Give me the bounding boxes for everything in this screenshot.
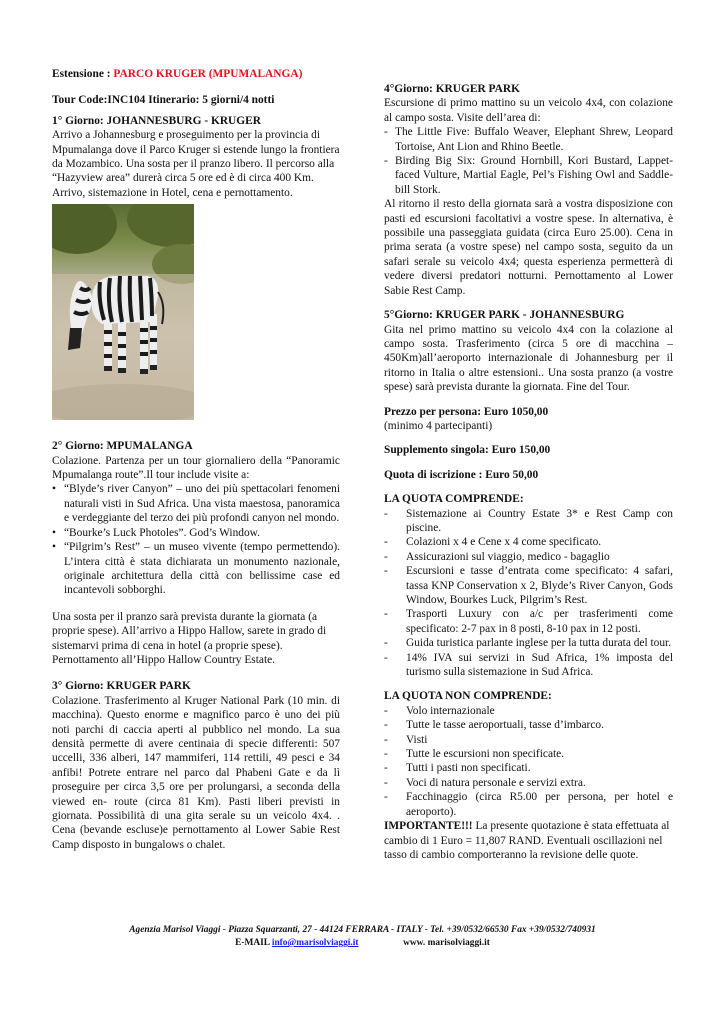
list-item: - Voci di natura personale e servizi extra. (384, 776, 673, 790)
list-item: - Tutte le escursioni non specificate. (384, 747, 673, 761)
day3-title: 3° Giorno: KRUGER PARK (52, 680, 191, 693)
extension-label: Estensione : (52, 68, 111, 80)
day4-closing: Al ritorno il resto della giornata sarà a vostra disposizione con pasti ed escursioni facoltativi a vostre spese. In alternativa, è possibile una passeggiata guidata (circa Euro 25.00). Cena in prima serata (a vostre spese) nel campo sosta, seguito da un safari serale su veicolo 4x4; questa esperienza permetterà di vedere diversi predatori notturni. Pernottamento al Lower Sabie Rest Camp. (384, 198, 673, 297)
email-link[interactable]: info@marisolviaggi.it (271, 938, 359, 948)
day4-list (384, 125, 673, 197)
day4-title: 4°Giorno: KRUGER PARK (384, 83, 520, 95)
list-item: - Guida turistica parlante inglese per la tutta durata del tour. (384, 636, 673, 650)
list-item: • “Blyde’s river Canyon” – uno dei più spettacolari fenomeni naturali visti in Sud Africa. Una vista maestosa, panoramica e verdeggiante del terzo dei più profondi canyon nel mondo. (52, 482, 340, 525)
list-item: - Volo internazionale (384, 704, 673, 718)
registration-fee: Quota di iscrizione : Euro 50,00 (384, 468, 539, 481)
list-item: - Birding Big Six: Ground Hornbill, Kori Bustard, Lappet-faced Vulture, Martial Eagle, Pel’s Fishing Owl and Saddle-bill Stork. (384, 154, 673, 197)
footer-address: Agenzia Marisol Viaggi - Piazza Squarzanti, 27 - 44124 FERRARA - ITALY - Tel. +39/0532/66530 Fax +39/0532/740931 (129, 925, 596, 935)
excludes-title: LA QUOTA NON COMPRENDE: (384, 690, 552, 703)
list-item: - Trasporti Luxury con a/c per trasferimenti come specificato: 2-7 pax in 8 posti, 8-10 pax in 12 posti. (384, 607, 673, 636)
price-per-person: Prezzo per persona: Euro 1050,00 (384, 405, 549, 418)
day5-title: 5°Giorno: KRUGER PARK - JOHANNESBURG (384, 309, 625, 322)
list-item: - The Little Five: Buffalo Weaver, Elephant Shrew, Leopard Tortoise, Ant Lion and Rhino Beetle. (384, 125, 673, 154)
list-item: - Visti (384, 733, 673, 747)
day1-title: 1° Giorno: JOHANNESBURG - KRUGER (52, 114, 261, 127)
single-supplement: Supplemento singola: Euro 150,00 (384, 444, 551, 457)
right-column (384, 82, 673, 862)
day2-visit-list (52, 482, 340, 597)
important-text: La presente quotazione è stata effettuata al cambio di 1 Euro = 11,807 RAND. Eventuali oscillazioni nel tasso di cambio comporteranno la revisione delle quote. (384, 820, 670, 861)
list-item: • “Bourke’s Luck Photoles”. God’s Window. (52, 526, 340, 540)
list-item: - Colazioni x 4 e Cene x 4 come specificato. (384, 535, 673, 549)
day1-text: Arrivo a Johannesburg e proseguimento per la provincia di Mpumalanga dove il Parco Kruger si estende lungo la frontiera da Mozambico. Una sosta per il pranzo libero. Il percorso alla “Hazyview area” durerà circa 5 ore ed è di circa 400 Km. Arrivo, sistemazione in Hotel, cena e pernottamento. (52, 129, 340, 199)
list-item: - Assicurazioni sul viaggio, medico - bagaglio (384, 550, 673, 564)
tour-code: Tour Code:INC104 Itinerario: 5 giorni/4 notti (52, 94, 275, 107)
excludes-list (384, 704, 673, 819)
day2-intro: Colazione. Partenza per un tour giornaliero della “Panoramic Mpumalanga route”.Il tour include visite a: (52, 454, 340, 482)
day3-text: Colazione. Trasferimento al Kruger National Park (10 min. di macchina). Questo enorme e magnifico parco è uno dei più noti parchi di caccia aperti al pubblico nel mondo. La sua densità permette di avere centinaia di specie differenti: 507 uccelli, 336 alberi, 147 mammiferi, 114 rettili, 49 pesci e 34 anfibi! Potrete entrare nel parco dal Phabeni Gate e da lì proseguire per circa 3,5 ore per prolungarsi, a seconda della viewed en- route (circa 81 Km). Pasti liberi previsti in giornata. Possibilità di una gita serale su un veicolo 4x4. . Cena (bevande escluse)e pernottamento al Lower Sabie Rest Camp disposto in bungalows o chalet. (52, 694, 340, 851)
list-item: - Escursioni e tasse d’entrata come specificato: 4 safari, tassa KNP Conservation x 2, Blyde’s River Canyon, Gods Window, Bourkes Luck, Pilgrim’s Rest. (384, 564, 673, 607)
includes-list (384, 507, 673, 680)
day5-text: Gita nel primo mattino su veicolo 4x4 con la colazione al campo sosta. Trasferimento (circa 5 ore di macchina – 450Km)all’aeroporto internazionale di Johannesburg per il ritorno in Italia o altre estensioni.. Una sosta pranzo (a vostre spese) sarà prevista durante la giornata. Fine del Tour. (384, 323, 673, 394)
list-item: - Tutti i pasti non specificati. (384, 761, 673, 775)
list-item: - Sistemazione ai Country Estate 3* e Rest Camp con piscine. (384, 507, 673, 536)
list-item: - 14% IVA sui servizi in Sud Africa, 1% imposta del turismo sulla sistemazione in Sud Africa. (384, 651, 673, 680)
list-item: - Facchinaggio (circa R5.00 per persona, per hotel e aeroporto). (384, 790, 673, 819)
important-note (384, 819, 673, 862)
includes-title: LA QUOTA COMPRENDE: (384, 493, 524, 506)
list-item: - Tutte le tasse aeroportuali, tasse d’imbarco. (384, 718, 673, 732)
list-item: • “Pilgrim’s Rest” – un museo vivente (tempo permettendo). L’intera città è stata dichiarata un monumento nazionale, originale architettura della città con bellissime case ed incantevoli sobborghi. (52, 540, 340, 598)
price-minimum: (minimo 4 partecipanti) (384, 419, 493, 432)
email-label: E-MAIL (235, 938, 272, 948)
left-column (52, 67, 340, 852)
day2-closing: Una sosta per il pranzo sarà prevista durante la giornata (a proprie spese). All’arrivo a Hippo Hallow, sarete in grado di sistemarvi prima di cena in hotel (a proprie spese). Pernottamento all’Hippo Hallow Country Estate. (52, 610, 327, 666)
day4-intro: Escursione di primo mattino su un veicolo 4x4, con colazione al campo sosta. Visite dell’area di: (384, 97, 673, 124)
extension-heading (52, 67, 340, 81)
extension-value: PARCO KRUGER (MPUMALANGA) (113, 68, 303, 80)
website-link[interactable]: www. marisolviaggi.it (403, 938, 490, 948)
important-label: IMPORTANTE!!! (384, 820, 473, 833)
day2-title: 2° Giorno: MPUMALANGA (52, 440, 193, 453)
footer-contacts (0, 938, 725, 948)
zebra-image (52, 204, 194, 420)
zebra-photo (52, 204, 194, 420)
